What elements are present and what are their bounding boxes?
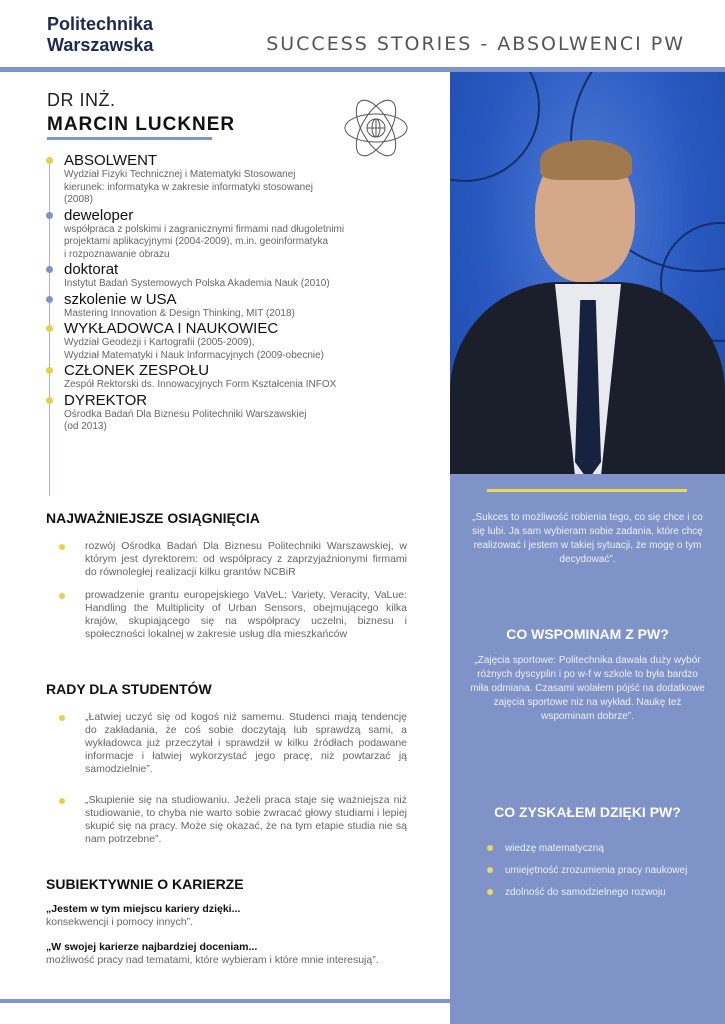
footer-divider (0, 999, 450, 1003)
timeline-text: Mastering Innovation & Design Thinking, MIT (2018) (64, 307, 295, 319)
timeline-text: Wydział Matematyki i Nauk Informacyjnych (2009-obecnie) (64, 349, 325, 361)
bullet-icon (59, 715, 65, 721)
page-header-title: SUCCESS STORIES - ABSOLWENCI PW (266, 33, 685, 55)
timeline-text: Ośrodka Badań Dla Biznesu Politechniki Warszawskiej (64, 408, 307, 420)
gains-heading: CO ZYSKAŁEM DZIĘKI PW? (494, 804, 681, 820)
achievement-item: rozwój Ośrodka Badań Dla Biznesu Politechniki Warszawskiej, w którym jest dyrektorem: od współpracy z zaprzyjaźnionymi firmami do równoległej realizacji kilku grantów NCBiR (57, 540, 407, 579)
timeline-text: Instytut Badań Systemowych Polska Akademia Nauk (2010) (64, 278, 330, 289)
advice-heading: RADY DLA STUDENTÓW (46, 681, 212, 697)
timeline-text: Wydział Fizyki Technicznej i Matematyki Stosowanej (64, 169, 296, 180)
gains-item: zdolność do samodzielnego rozwoju (485, 886, 695, 900)
timeline-item (46, 362, 426, 392)
bullet-icon (59, 593, 65, 599)
person-degree: DR INŻ. (47, 90, 116, 110)
timeline-heading: doktorat (64, 261, 119, 278)
advice-item: „Skupienie się na studiowaniu. Jeżeli praca staje się ważniejsza niż studiowanie, to chyba nie warto sobie zwracać głowy studiami i lepiej skupić się na pracy. Może się okazać, że na tym etapie studia nie są nam potrzebne”. (57, 794, 407, 846)
portrait-photo (450, 72, 725, 474)
timeline-heading: DYREKTOR (64, 391, 148, 409)
person-name: MARCIN LUCKNER (47, 114, 236, 135)
career-question: „W swojej karierze najbardziej doceniam... (46, 941, 258, 953)
timeline-text: kierunek: informatyka w zakresie informatyki stosowanej (64, 181, 313, 193)
sidebar-panel (450, 474, 725, 1024)
timeline-dot-icon (46, 296, 53, 303)
logo-line-2: Warszawska (47, 35, 154, 55)
timeline-text: i rozpoznawanie obrazu (64, 248, 170, 260)
timeline-text: (2008) (64, 194, 93, 205)
bullet-icon (487, 889, 493, 895)
timeline-heading: deweloper (64, 206, 134, 224)
person-title (47, 90, 235, 136)
gains-item: umiejętność zrozumienia pracy naukowej (485, 864, 695, 878)
timeline-item (46, 261, 426, 291)
career-answer: możliwość pracy nad tematami, które wybieram i które mnie interesują”. (46, 954, 379, 966)
timeline-heading: ABSOLWENT (64, 152, 158, 169)
timeline-dot-icon (46, 397, 53, 404)
timeline-item (46, 152, 426, 207)
career-block-1 (46, 903, 386, 929)
timeline-item (46, 392, 426, 434)
memories-quote: „Zajęcia sportowe: Politechnika dawała duży wybór różnych dyscyplin i po w-f w szkole to była bardzo miła odmiana. Czasami wolałem pójść na dodatkowe zajęcia sportowe niz na wykład. Naukę też wspominam dobrze”. (470, 655, 705, 722)
timeline-heading: szkolenie w USA (64, 290, 177, 308)
timeline-text: (od 2013) (64, 421, 107, 432)
timeline-dot-icon (46, 157, 53, 164)
bullet-icon (487, 845, 493, 851)
timeline-dot-icon (46, 266, 53, 273)
timeline-item (46, 207, 426, 262)
bullet-icon (59, 798, 65, 804)
logo-line-1: Politechnika (47, 14, 154, 34)
timeline-heading: CZŁONEK ZESPOŁU (64, 362, 210, 379)
timeline-text: projektami aplikacyjnymi (2004-2009), m.in. geoinformatyka (64, 236, 329, 247)
timeline-dot-icon (46, 367, 53, 374)
timeline-item (46, 320, 426, 362)
university-logo (47, 14, 153, 56)
sidebar-divider (487, 489, 687, 492)
achievement-item: prowadzenie grantu europejskiego VaVeL: Variety, Veracity, VaLue: Handling the Multiplicity of Urban Sensors, obejmującego kilka krajów, skupiającego się na współpracy uczelni, biznesu i społeczności lokalnej w zakresie usług dla mieszkańców (57, 589, 407, 641)
gains-item: wiedzę matematyczną (485, 842, 695, 856)
achievements-heading: NAJWAŻNIEJSZE OSIĄGNIĘCIA (46, 510, 260, 526)
bullet-icon (487, 867, 493, 873)
career-timeline (46, 152, 426, 434)
success-quote: „Sukces to możliwość robienia tego, co się chce i co się lubi. Ja sam wybieram sobie zadania, które chcę realizować i jestem w takiej sytuacji, że mogę o tym decydować”. (472, 512, 703, 565)
timeline-dot-icon (46, 212, 53, 219)
gains-list (485, 842, 695, 908)
timeline-text: Wydział Geodezji i Kartografii (2005-2009), (64, 337, 255, 348)
career-block-2 (46, 941, 386, 967)
advice-item: „Łatwiej uczyć się od kogoś niż samemu. Studenci mają tendencję do zakładania, że coś sobie doczytają lub sprawdzą sami, a wykładowca już przeczytał i sprawdził w kilku źródłach podawane informacje i łatwiej wykorzystać jego pracę, niż powtarzać ją samodzielnie”. (57, 711, 407, 776)
career-question: „Jestem w tym miejscu kariery dzięki... (46, 903, 241, 915)
career-answer: konsekwencji i pomocy innych”. (46, 916, 194, 928)
name-underline (47, 137, 212, 140)
bullet-icon (59, 544, 65, 550)
timeline-item (46, 291, 426, 321)
timeline-heading: WYKŁADOWCA I NAUKOWIEC (64, 320, 279, 337)
achievements-list (57, 540, 407, 641)
timeline-dot-icon (46, 325, 53, 332)
career-heading: SUBIEKTYWNIE O KARIERZE (46, 876, 244, 892)
memories-heading: CO WSPOMINAM Z PW? (506, 626, 669, 642)
timeline-text: Zespół Rektorski ds. Innowacyjnych Form Kształcenia INFOX (64, 379, 337, 390)
advice-list (57, 711, 407, 846)
timeline-text: współpraca z polskimi i zagranicznymi firmami nad długoletnimi (64, 223, 345, 235)
